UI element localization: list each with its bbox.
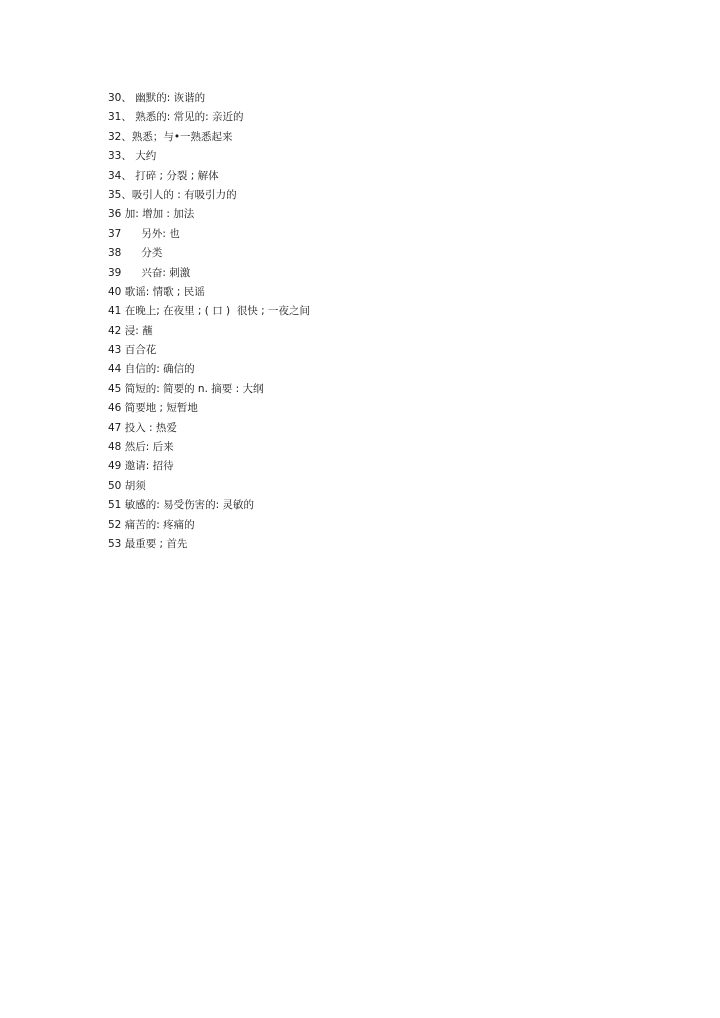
list-item: 50 胡须 (108, 479, 146, 492)
list-item: 32、熟悉；与•一熟悉起来 (108, 130, 233, 143)
list-item: 51 敏感的: 易受伤害的: 灵敏的 (108, 499, 254, 512)
list-item: 40 歌谣: 情歌 ; 民谣 (108, 285, 205, 298)
list-item: 37 另外: 也 (108, 227, 180, 240)
list-item: 31、 熟悉的: 常见的: 亲近的 (108, 111, 244, 124)
list-item: 34、 打碎 ; 分裂 ; 解体 (108, 169, 219, 182)
list-item: 33、 大约 (108, 150, 157, 163)
list-item: 48 然后: 后来 (108, 441, 174, 454)
list-item: 43 百合花 (108, 344, 157, 357)
list-item: 44 自信的: 确信的 (108, 363, 195, 376)
list-item: 42 浸: 蘸 (108, 324, 153, 337)
list-item: 38 分类 (108, 247, 163, 260)
list-item: 49 邀请: 招待 (108, 460, 174, 473)
list-item: 46 简要地 ; 短暂地 (108, 402, 198, 415)
list-item: 30、 幽默的: 诙谐的 (108, 92, 206, 104)
list-item: 35、吸引人的 : 有吸引力的 (108, 188, 237, 201)
list-item: 41 在晚上; 在夜里 ; ( 口 ) 很快 ; 一夜之间 (108, 305, 311, 318)
list-item: 53 最重要 ; 首先 (108, 537, 188, 550)
list-item: 52 痛苦的: 疼痛的 (108, 518, 195, 531)
list-item: 36 加: 增加 : 加法 (108, 208, 195, 221)
vocabulary-list (108, 89, 668, 554)
list-item: 47 投入 : 热爱 (108, 421, 177, 434)
list-item: 45 简短的: 简要的 n. 摘要 : 大纲 (108, 382, 264, 395)
list-item: 39 兴奋: 刺激 (108, 266, 191, 279)
